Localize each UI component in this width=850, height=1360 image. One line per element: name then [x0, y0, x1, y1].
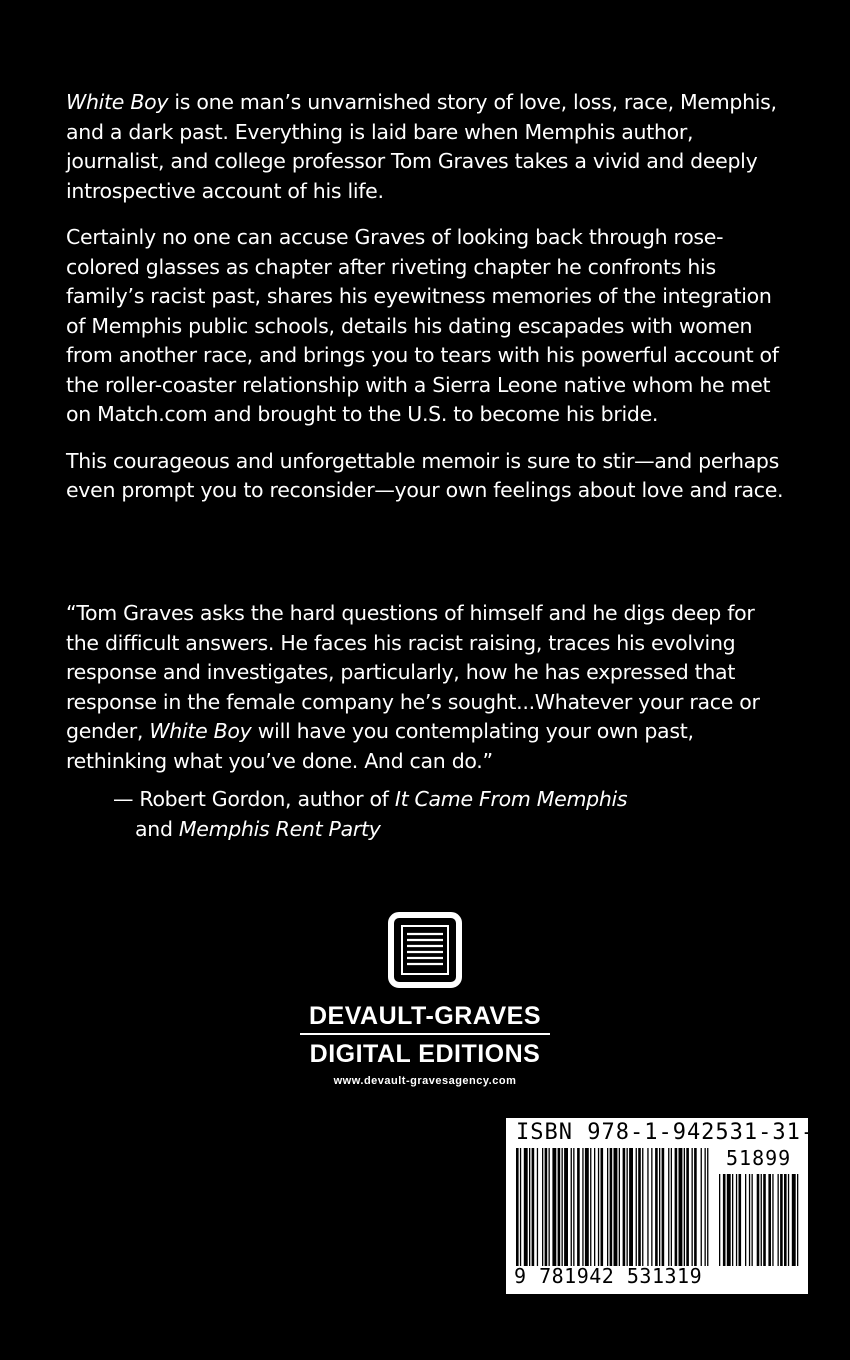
blurb-paragraph-2: Certainly no one can accuse Graves of looking back through rose-colored glasses as chapter after riveting chapter he confronts his family’s racist past, shares his eyewitness memories of the integration of Memphis public schools, details his dating escapades with women from another race, and brings you to tears with his powerful account of the roller-coaster relationship with a Sierra Leone native whom he met on Match.com and brought to the U.S. to become his bride.: [66, 225, 779, 426]
book-title: White Boy: [149, 719, 252, 743]
quote-attribution: — Robert Gordon, author of It Came From Memphis and Memphis Rent Party: [113, 787, 628, 841]
description-text: [66, 88, 786, 523]
publisher-logo: [300, 1000, 550, 1090]
isbn-barcode: [506, 1118, 830, 1294]
publisher-name: DEVAULT-GRAVES: [308, 1002, 541, 1030]
divider: [300, 1033, 550, 1035]
price-code: 51899: [726, 1146, 792, 1170]
publisher-imprint: DIGITAL EDITIONS: [309, 1040, 541, 1068]
document-lines-icon: [387, 911, 463, 989]
blurb-paragraph-3: This courageous and unforgettable memoir is sure to stir—and perhaps even prompt you to reconsider—your own feelings about love and race.: [66, 448, 784, 502]
ean-digits: 9 781942 531319: [514, 1264, 703, 1288]
publisher-url: www.devault-gravesagency.com: [333, 1075, 517, 1087]
isbn-label: ISBN 978-1-942531-31-9: [516, 1120, 830, 1145]
blurb-paragraph-1: White Boy is one man’s unvarnished story of love, loss, race, Memphis, and a dark past. Everything is laid bare when Memphis author, journalist, and college professor Tom Graves takes a vivid and deeply introspective account of his life.: [66, 90, 777, 203]
book-title: White Boy: [66, 90, 169, 114]
endorsement-quote: “Tom Graves asks the hard questions of himself and he digs deep for the difficult answers. He faces his racist raising, traces his evolving response and investigates, particularly, how he has expressed that response in the female company he’s sought...Whatever your race or gender, White Boy will have you contemplating your own past, rethinking what you’ve done. And can do.”: [66, 601, 760, 773]
